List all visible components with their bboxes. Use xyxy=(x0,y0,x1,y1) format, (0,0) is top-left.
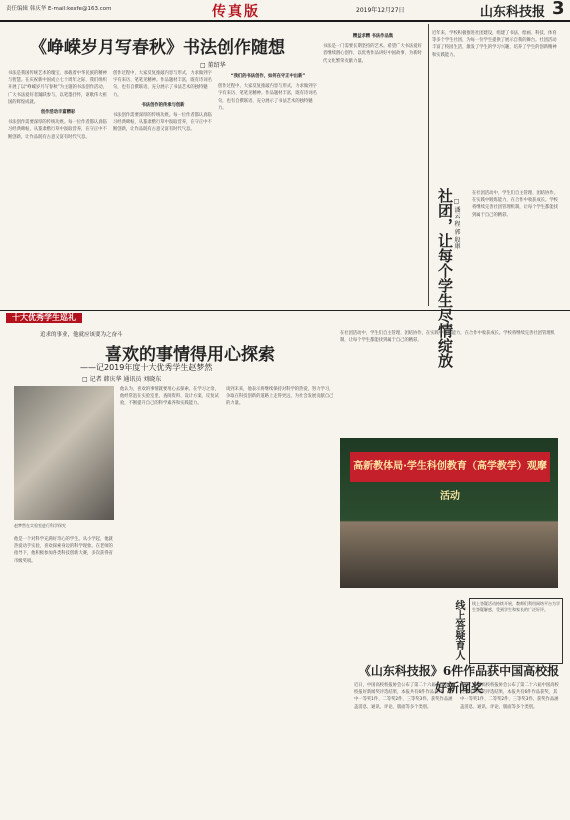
news-column: 近日，中国高校校报协会公布了第二十六届中国高校校报好新闻奖评选结果，本报共有6件作品获奖，其中一等奖1件、二等奖2件、三等奖3件。获奖作品涵盖消息、通讯、评论、版面等多个类别。 xyxy=(354,683,453,710)
side-article-column: 近年来，学校积极推进社团建设，组建了书法、绘画、科技、体育等多个学生社团，为每一位学生提供了展示自我的舞台。社团活动丰富了校园生活，激发了学生的学习兴趣，培养了学生的创新精神和实践能力。 xyxy=(432,31,557,58)
article-subhead: 书法创作的传承与创新 xyxy=(141,102,185,108)
section-title: 传真版 xyxy=(212,4,260,20)
news-column: 近日，中国高校校报协会公布了第二十六届中国高校校报好新闻奖评选结果，本报共有6件作品获奖，其中一等奖1件、二等奖2件、三等奖3件。获奖作品涵盖消息、通讯、评论、版面等多个类别。 xyxy=(460,683,559,710)
student-photo xyxy=(14,386,114,520)
article-kicker: 追求的事业，他就应该要为之奋斗 xyxy=(40,332,123,338)
feature-column: 谈到未来，他表示将继续保持对科学的热爱，努力学习，争取在科技创新的道路上走得更远，为社会发展贡献自己的力量。 xyxy=(226,387,334,407)
box-title: 线上答疑育人 xyxy=(453,600,464,660)
event-banner: 高新教体局·学生科创教育（高学教学）观摩活动 xyxy=(350,452,550,482)
side-article-column: 在社团活动中，学生们自主管理、团结协作，在实践中锻炼能力，在合作中收获成长。学校将继续完善社团管理机制，让每个学生都能找到属于自己的精彩。 xyxy=(340,331,555,344)
article-column: “我们的书法创作，如何在守正中出新” 创作过程中，大家反复推敲内容与形式，力求做到字字有来历、笔笔见精神。作品题材丰富，既有诗词名句，也有自撰联语，充分展示了书法艺术的独特魅力。 xyxy=(218,74,317,111)
feature-column: 他认为，喜欢的事情就要用心去探索。在学习之余，他经常泡在实验室里，查阅资料、设计方案、反复试验，不断提升自己的科学素养和实践能力。 xyxy=(120,387,219,407)
article-title: 《峥嵘岁月写春秋》书法创作随想 xyxy=(30,38,285,58)
side-article-title: 社团，让每个学生尽情绽放 xyxy=(436,188,454,368)
feature-byline: □ 记者 韩庆华 通讯员 刘晓东 xyxy=(82,376,162,383)
feature-column: 他是一个对科学充满好奇心的学生。从小学起，他就热爱动手实验，喜欢探索身边的科学现象。在老师的指导下，他积极参加各类科技创新大赛，多次获得省市级奖项。 xyxy=(14,537,113,564)
article-column: 创作过程中，大家反复推敲内容与形式，力求做到字字有来历、笔笔见精神。作品题材丰富，既有诗词名句，也有自撰联语，充分展示了书法艺术的独特魅力。 书法创作的传承与创新 书法创作需要深厚的传统功底。每一位作者都认真临习经典碑帖，从篆隶楷行草中汲取营养，在守正中不断创新，让作品既有古意又富有时代气息。 xyxy=(113,71,212,133)
info-box: 线上答疑活动持续开展，教师们利用网络平台为学生答疑解惑，受到学生和家长的广泛好评。 xyxy=(469,598,563,664)
article-subhead: “我们的书法创作，如何在守正中出新” xyxy=(230,74,306,79)
side-article-column: 在社团活动中，学生们自主管理、团结协作，在实践中锻炼能力，在合作中收获成长。学校将继续完善社团管理机制，让每个学生都能找到属于自己的精彩。 xyxy=(472,191,558,218)
feature-subtitle: ——记2019年度十大优秀学生赵梦然 xyxy=(80,363,213,372)
article-column: 精益求精 书法作品集 书法是一门需要长期坚持的艺术。希望广大书法爱好者继续潜心创作，以优秀作品讲好中国故事，为新时代文化繁荣贡献力量。 xyxy=(323,34,422,64)
section-band xyxy=(0,310,570,325)
newspaper-brand: 山东科技报 xyxy=(480,5,546,20)
section-band-tag: 十大优秀学生巡礼 xyxy=(6,313,82,323)
article-byline: □ 董绍华 xyxy=(200,62,226,69)
article-subhead: 创作活动丰富精彩 xyxy=(40,110,76,116)
news-title: 《山东科技报》6件作品获中国高校报好新闻奖 xyxy=(358,664,560,695)
page-number: 3 xyxy=(552,0,565,19)
article-subhead: 精益求精 书法作品集 xyxy=(352,34,394,39)
editor-info: 责任编辑 韩庆华 E-mail:kexfe@163.com xyxy=(6,6,112,12)
side-article-author: □ 潘云 程 郭 殷康 xyxy=(453,198,460,249)
issue-date: 2019年12月27日 xyxy=(356,7,405,14)
photo-caption: 赵梦然在实验室进行科学探究 xyxy=(14,523,66,528)
article-column: 书法是我国传统艺术的瑰宝，承载着中华民族的精神与智慧。在庆祝新中国成立七十周年之际，我们组织开展了以“峥嵘岁月写春秋”为主题的书法创作活动，广大书法爱好者踊跃参与，以笔墨抒怀，讴歌伟大祖国的辉煌成就。 创作活动丰富精彩 书法创作需要深厚的传统功底。每一位作者都认真临习经典碑帖，从篆隶楷行草中汲取营养，在守正中不断创新，让作品既有古意又富有时代气息。 xyxy=(8,71,107,140)
page-header xyxy=(0,0,570,22)
feature-title: 喜欢的事情得用心探索 xyxy=(105,345,275,365)
